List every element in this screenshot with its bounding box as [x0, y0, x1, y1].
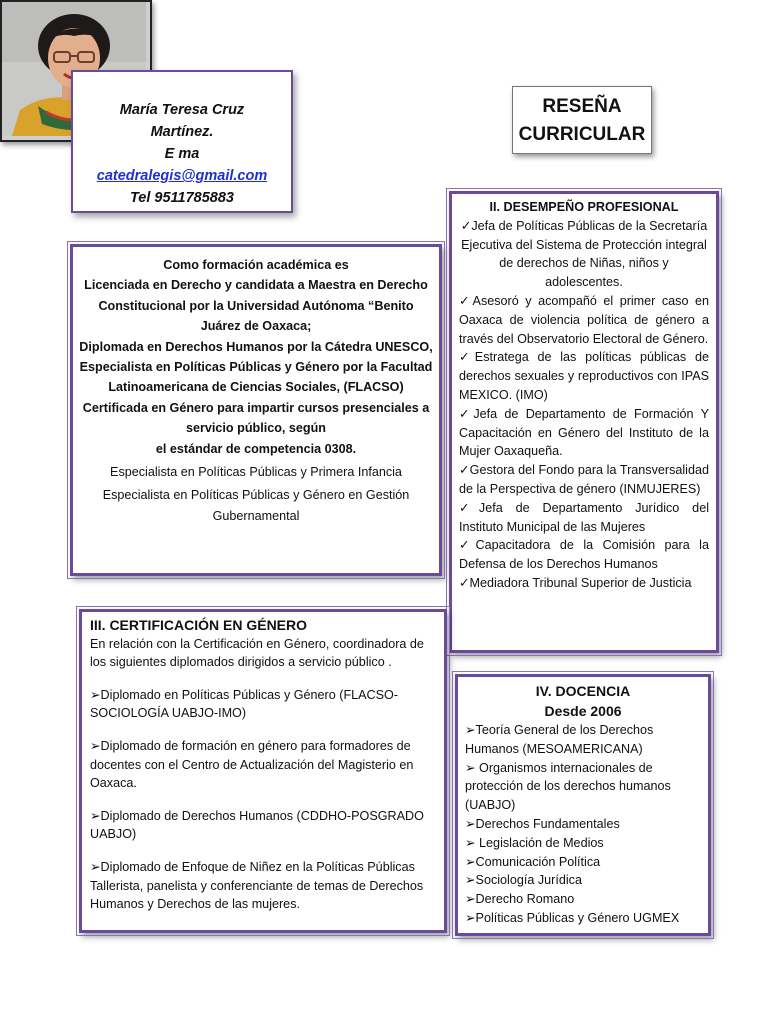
- education-box: [70, 244, 442, 576]
- education-line: Especialista en Políticas Públicas y Género por la Facultad Latinoamericana de Ciencias Sociales, (FLACSO): [79, 360, 433, 395]
- certification-item: ➢Diplomado en Políticas Públicas y Género (FLACSO-SOCIOLOGÍA UABJO-IMO): [90, 687, 399, 721]
- experience-item: ✓Asesoró y acompañó el primer caso en Oaxaca de violencia política de género a través del Observatorio Electoral de Género.: [459, 293, 709, 346]
- certification-intro: En relación con la Certificación en Género, coordinadora de los siguientes diplomados dirigidos a servicio público .: [90, 636, 424, 670]
- experience-item: ✓Estratega de las políticas públicas de derechos sexuales y reproductivos con IPAS MEXICO. (IMO): [459, 350, 709, 402]
- education-line: Como formación académica es: [163, 258, 349, 272]
- contact-box: [71, 70, 293, 213]
- experience-item: ✓Jefa de Departamento de Formación Y Capacitación en Género del Instituto de la Mujer Oaxaqueña.: [459, 406, 709, 459]
- teaching-box: [455, 674, 711, 936]
- education-line: el estándar de competencia 0308.: [155, 441, 357, 456]
- professional-experience-box: [449, 191, 719, 653]
- contact-phone: Tel 9511785883: [129, 190, 234, 206]
- teaching-subheading: Desde 2006: [544, 703, 622, 719]
- experience-item: ✓Jefa de Políticas Públicas de la Secretaría Ejecutiva del Sistema de Protección integral de derechos de Niñas, niños y adolescentes.: [460, 218, 708, 290]
- certification-item: ➢Diplomado de Enfoque de Niñez en la Políticas Públicas Tallerista, panelista y conferenciante de temas de Derechos Humanos y Derechos de las mujeres.: [90, 859, 424, 912]
- professional-experience-heading: II. DESEMPEÑO PROFESIONAL: [489, 200, 679, 214]
- teaching-item: ➢Derechos Fundamentales: [465, 816, 620, 831]
- experience-item: ✓Mediadora Tribunal Superior de Justicia: [459, 575, 692, 590]
- certification-heading: III. CERTIFICACIÓN EN GÉNERO: [90, 617, 308, 633]
- contact-email-link[interactable]: catedralegis@gmail.com: [96, 168, 268, 184]
- certification-item: ➢Diplomado de formación en género para formadores de docentes con el Centro de Actualización del Magisterio en Oaxaca.: [90, 738, 414, 791]
- title-line1: RESEÑA: [542, 96, 622, 117]
- education-line: Diplomada en Derechos Humanos por la Cátedra UNESCO,: [79, 339, 433, 354]
- education-line: Especialista en Políticas Públicas y Género en Gestión Gubernamental: [102, 488, 410, 523]
- education-line: Certificada en Género para impartir cursos presenciales a servicio público, según: [82, 400, 430, 436]
- education-line: Licenciada en Derecho y candidata a Maestra en Derecho Constitucional por la Universidad Autónoma “Benito Juárez de Oaxaca;: [84, 278, 428, 334]
- experience-item: ✓Capacitadora de la Comisión para la Defensa de los Derechos Humanos: [459, 538, 709, 572]
- teaching-item: ➢Teoría General de los Derechos Humanos (MESOAMERICANA): [465, 723, 654, 756]
- education-line: Especialista en Políticas Públicas y Primera Infancia: [110, 465, 402, 480]
- certification-item: ➢Diplomado de Derechos Humanos (CDDHO-POSGRADO UABJO): [90, 808, 424, 842]
- contact-name-line2: Martínez.: [150, 124, 214, 140]
- experience-item: ✓Gestora del Fondo para la Transversalidad de la Perspectiva de género (INMUJERES): [459, 463, 709, 496]
- teaching-item: ➢Derecho Romano: [465, 892, 575, 907]
- teaching-item: ➢ Organismos internacionales de protección de los derechos humanos (UABJO): [465, 760, 671, 813]
- teaching-item: ➢Comunicación Política: [465, 854, 601, 869]
- teaching-item: ➢Sociología Jurídica: [465, 873, 582, 888]
- teaching-heading: IV. DOCENCIA: [535, 683, 631, 699]
- teaching-item: ➢ Legislación de Medios: [465, 835, 604, 850]
- title-box: [512, 86, 652, 154]
- contact-email-label: E ma: [164, 146, 200, 162]
- title-line2: CURRICULAR: [518, 124, 646, 145]
- gender-certification-box: [79, 609, 447, 933]
- contact-name-line1: María Teresa Cruz: [119, 102, 245, 118]
- teaching-item: ➢Políticas Públicas y Género UGMEX: [465, 910, 680, 925]
- experience-item: ✓Jefa de Departamento Jurídico del Instituto Municipal de las Mujeres: [459, 500, 709, 534]
